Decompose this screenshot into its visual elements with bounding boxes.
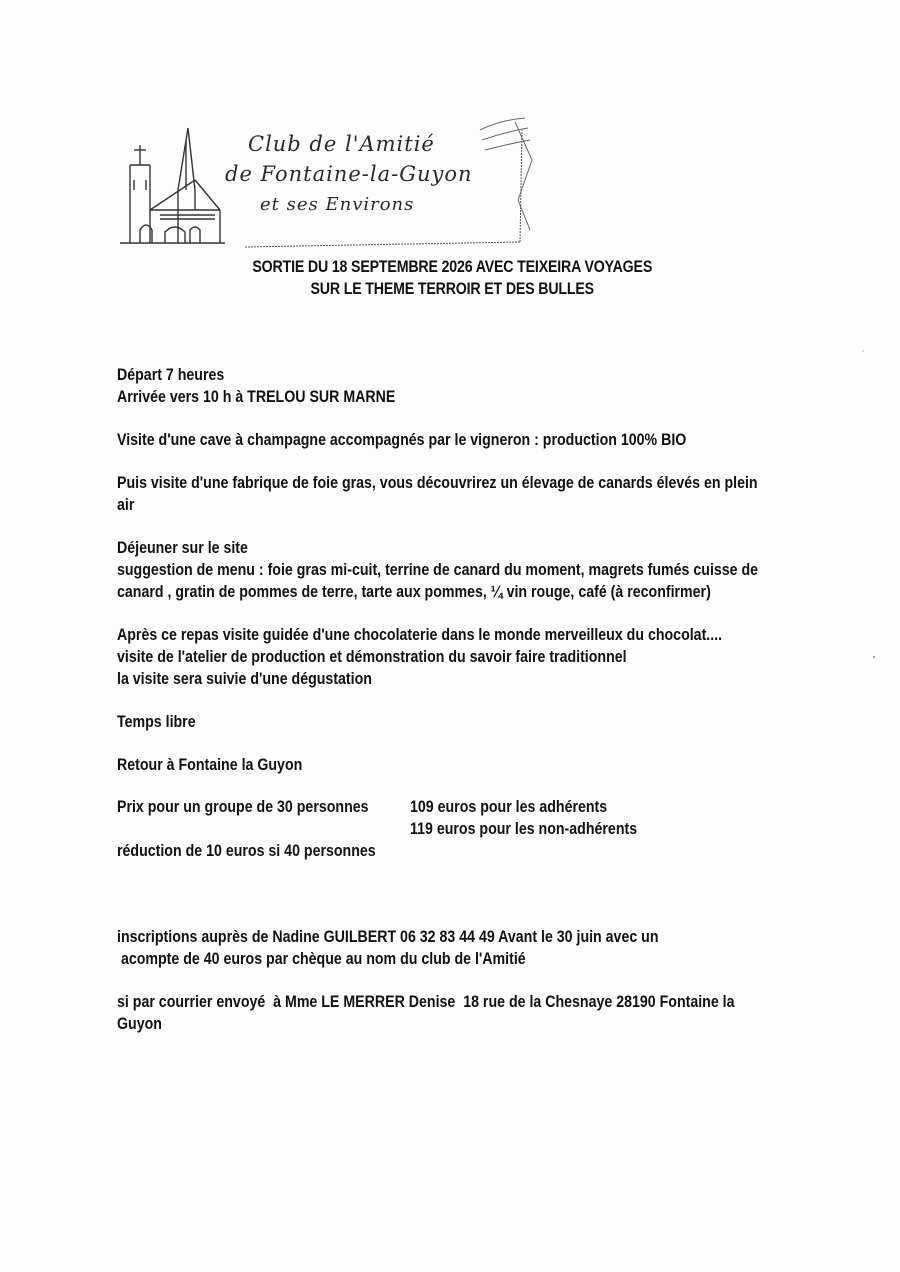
scan-speck — [873, 656, 875, 658]
departure-time: Départ 7 heures — [117, 366, 225, 384]
mail-address-line-2: Guyon — [117, 1015, 162, 1033]
chocolate-visit-line-2: visite de l'atelier de production et démonstration du savoir faire traditionnel — [117, 648, 627, 666]
title-line-1: SORTIE DU 18 SEPTEMBRE 2026 AVEC TEIXEIRA VOYAGES — [252, 258, 653, 276]
mail-address-line-1: si par courrier envoyé à Mme LE MERRER Denise 18 rue de la Chesnaye 28190 Fontaine la — [117, 993, 735, 1011]
price-label: Prix pour un groupe de 30 personnes — [117, 798, 369, 816]
foie-gras-visit-line-1: Puis visite d'une fabrique de foie gras, vous découvrirez un élevage de canards élevés en plein — [117, 474, 758, 492]
club-logo — [120, 110, 540, 255]
arrival-info: Arrivée vers 10 h à TRELOU SUR MARNE — [117, 388, 396, 406]
title-line-2: SUR LE THEME TERROIR ET DES BULLES — [310, 280, 594, 298]
free-time: Temps libre — [117, 713, 196, 731]
logo-line-2: de Fontaine-la-Guyon — [225, 162, 473, 186]
registration-line-1: inscriptions auprès de Nadine GUILBERT 06 32 83 44 49 Avant le 30 juin avec un — [117, 928, 659, 946]
return-trip: Retour à Fontaine la Guyon — [117, 756, 303, 774]
price-non-members: 119 euros pour les non-adhérents — [410, 820, 638, 838]
registration-line-2: acompte de 40 euros par chèque au nom du club de l'Amitié — [117, 950, 526, 968]
champagne-visit: Visite d'une cave à champagne accompagnés par le vigneron : production 100% BIO — [117, 431, 687, 449]
price-members: 109 euros pour les adhérents — [410, 798, 608, 816]
lunch-heading: Déjeuner sur le site — [117, 539, 248, 557]
menu-line-1: suggestion de menu : foie gras mi-cuit, terrine de canard du moment, magrets fumés cuisse de — [117, 561, 759, 579]
logo-line-3: et ses Environs — [260, 194, 415, 215]
price-reduction: réduction de 10 euros si 40 personnes — [117, 842, 376, 860]
menu-line-2: canard , gratin de pommes de terre, tarte aux pommes, ¼ vin rouge, café (à reconfirmer) — [117, 583, 711, 601]
chocolate-visit-line-3: la visite sera suivie d'une dégustation — [117, 670, 372, 688]
scan-speck — [862, 350, 864, 352]
foie-gras-visit-line-2: air — [117, 496, 135, 514]
logo-line-1: Club de l'Amitié — [248, 132, 435, 156]
chocolate-visit-line-1: Après ce repas visite guidée d'une chocolaterie dans le monde merveilleux du chocolat.... — [117, 626, 723, 644]
